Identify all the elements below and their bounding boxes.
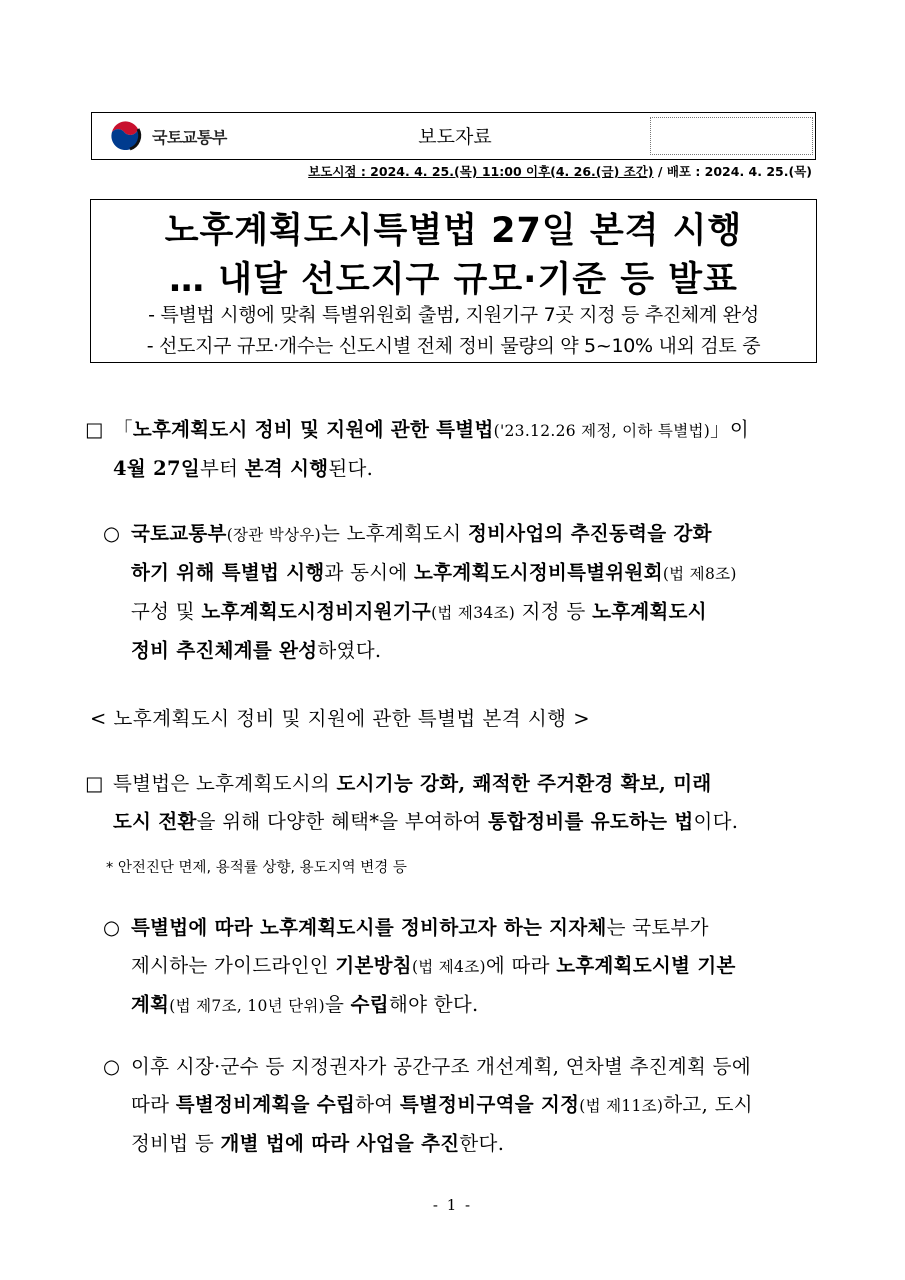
text: 따라 [131,1093,176,1116]
headline-line-2: … 내달 선도지구 규모·기준 등 발표 [169,260,738,300]
emphasis: 노후계획도시별 기본 [556,954,736,977]
emphasis: 계획 [131,993,170,1016]
law-note: ('23.12.26 제정, 이하 특별법) [493,422,711,440]
law-article: (법 제8조) [662,565,737,583]
law-name: 노후계획도시 정비 및 지원에 관한 특별법 [132,418,494,441]
distribution-date: 배포 : 2024. 4. 25.(목) [666,164,812,179]
paragraph-5 [103,1048,830,1163]
text: 된다. [328,457,374,480]
text: 부터 [199,457,245,480]
text: 특별법은 노후계획도시의 [113,772,337,795]
emphasis: 수립 [350,993,389,1016]
paragraph-3 [85,765,830,841]
emphasis: 하기 위해 특별법 시행 [131,561,325,584]
taegeuk-logo-icon [108,118,144,154]
text: 하여 [355,1093,400,1116]
effective-date: 4월 27일 [113,457,200,480]
emphasis: 특별법에 따라 노후계획도시를 정비하고자 하는 지자체 [131,916,607,939]
text: 」이 [710,418,750,441]
circle-bullet: ○ [103,1055,121,1078]
paragraph-1 [85,411,830,488]
paragraph-2 [103,515,830,670]
support-agency-name: 노후계획도시정비지원기구 [201,600,432,623]
law-article: (법 제7조, 10년 단위) [169,997,326,1015]
footnote: * 안전진단 면제, 용적률 상향, 용도지역 변경 등 [106,860,407,876]
emphasis: 특별정비구역을 지정 [399,1093,580,1116]
text: 하였다. [317,639,382,662]
law-article: (법 제11조) [579,1097,664,1115]
circle-bullet: ○ [103,522,121,545]
text: 을 위해 다양한 혜택*을 부여하여 [196,810,488,833]
emphasis: 도시 전환 [113,810,197,833]
headline-line-1: 노후계획도시특별법 27일 본격 시행 [164,211,743,251]
emphasis: 통합정비를 유도하는 법 [487,810,694,833]
law-article: (법 제34조) [431,604,516,622]
subheadline-2: - 선도지구 규모·개수는 신도시별 전체 정비 물량의 약 5~10% 내외 검토 중 [146,335,761,357]
emphasis: 정비 추진체계를 완성 [131,639,318,662]
text: 하고, 도시 [663,1093,753,1116]
text: 정비법 등 [131,1132,221,1155]
release-separator: / [653,164,667,179]
ministry-logo [108,117,227,155]
section-heading: < 노후계획도시 정비 및 지원에 관한 특별법 본격 시행 > [90,707,591,730]
paragraph-4 [103,909,830,1025]
text: 제시하는 가이드라인인 [131,954,336,977]
text: 이후 시장·군수 등 지정권자가 공간구조 개선계획, 연차별 추진계획 등에 [131,1055,751,1078]
square-bullet: □ [85,772,104,795]
emphasis: 도시기능 강화, 쾌적한 주거환경 확보, 미래 [336,772,712,795]
circle-bullet: ○ [103,916,121,939]
text: 구성 및 [131,600,202,623]
emphasis: 기본방침 [335,954,412,977]
ministry-ref: 국토교통부 [131,522,227,545]
text: 과 동시에 [324,561,415,584]
text: 해야 한다. [388,993,479,1016]
law-article: (법 제4조) [411,958,486,976]
page-number: - 1 - [432,1196,473,1214]
text: 지정 등 [515,600,593,623]
emphasis: 본격 시행 [244,457,329,480]
text: 는 국토부가 [606,916,709,939]
square-bullet: □ [85,418,104,441]
release-info [308,162,812,180]
text: 에 따라 [485,954,557,977]
committee-name: 노후계획도시정비특별위원회 [414,561,663,584]
document-type: 보도자료 [418,126,492,148]
text: 이다. [693,810,739,833]
minister-note: (장관 박상우) [226,526,321,544]
ministry-name: 국토교통부 [152,127,227,147]
blank-dotted-box [650,117,813,155]
text: 는 노후계획도시 [320,522,468,545]
emphasis: 개별 법에 따라 사업을 추진 [220,1132,460,1155]
emphasis: 노후계획도시 [592,600,707,623]
emphasis: 정비사업의 추진동력을 강화 [467,522,712,545]
text: 을 [325,993,351,1016]
subheadline-1: - 특별법 시행에 맞춰 특별위원회 출범, 지원기구 7곳 지정 등 추진체계 완성 [148,304,759,326]
text: 「 [113,418,133,441]
release-time: 보도시점 : 2024. 4. 25.(목) 11:00 이후(4. 26.(금) 조간) [308,164,654,179]
emphasis: 특별정비계획을 수립 [175,1093,356,1116]
text: 한다. [459,1132,505,1155]
